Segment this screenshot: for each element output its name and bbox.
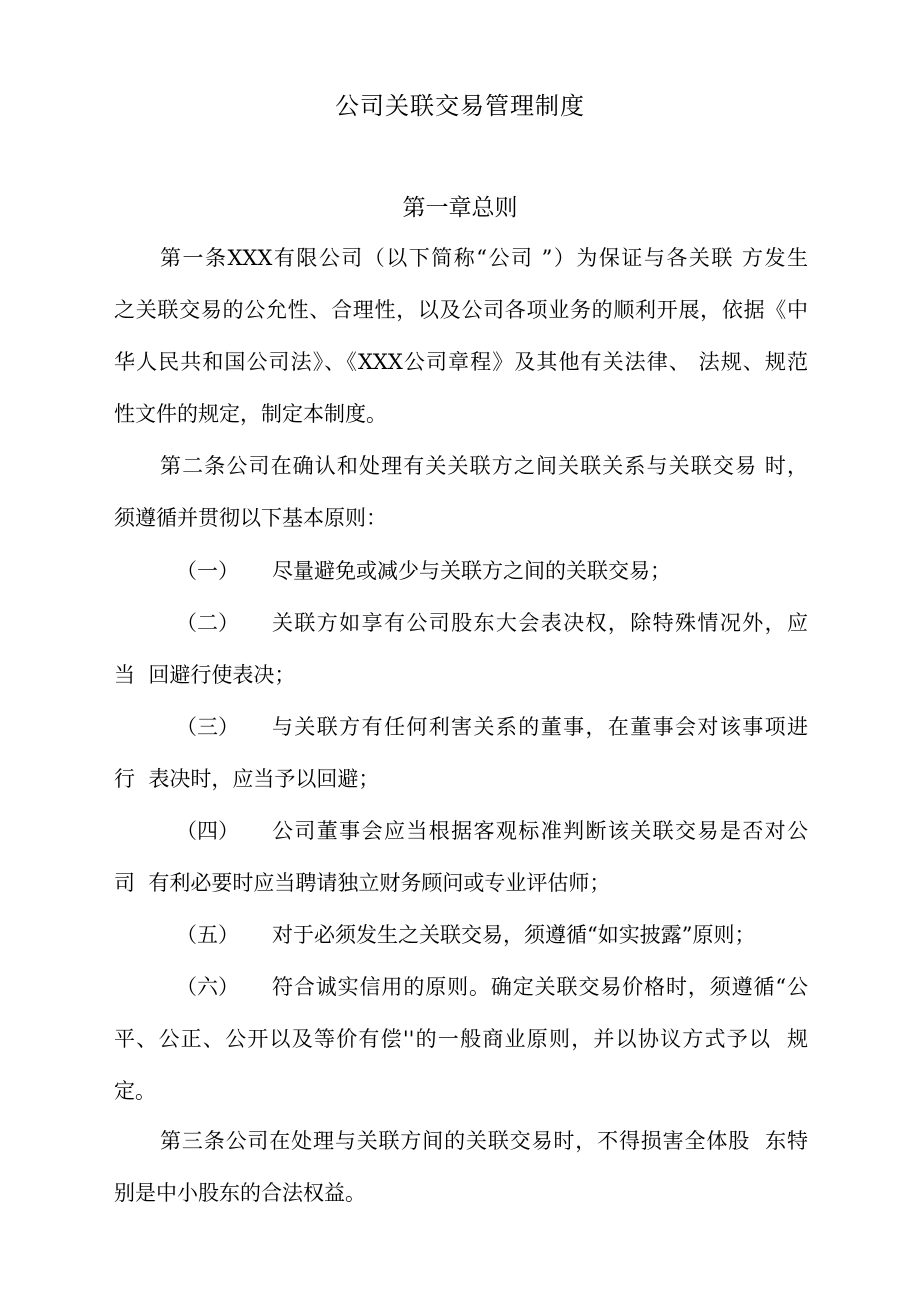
principles-list — [114, 545, 808, 1117]
principle-item — [114, 545, 808, 597]
principle-marker: （六） — [176, 975, 239, 999]
principle-item — [114, 701, 808, 805]
principle-text: 对于必须发生之关联交易，须遵循“如实披露”原则； — [272, 923, 756, 947]
principle-continuation: 行 表决时，应当予以回避； — [114, 767, 380, 791]
article-2-line: 须遵循并贯彻以下基本原则： — [114, 506, 387, 530]
principle-text: 关联方如享有公司股东大会表决权，除特殊情况外，应 — [272, 611, 808, 635]
principle-continuation: 平、公正、公开以及等价有偿''的一般商业原则，并以协议方式予以 规 — [114, 1027, 808, 1051]
principle-continuation: 司 有利必要时应当聘请独立财务顾问或专业评估师； — [114, 871, 611, 895]
article-1-line: 第一条XXX有限公司（以下简称“公司 ”）为保证与各关联 方发生 — [160, 246, 808, 270]
document-title: 公司关联交易管理制度 — [335, 92, 585, 120]
article-1-line: 之关联交易的公允性、合理性，以及公司各项业务的顺利开展，依据《中 — [114, 298, 808, 322]
principle-item — [114, 961, 808, 1117]
article-3-line: 第三条公司在处理与关联方间的关联交易时，不得损害全体股 东特 — [160, 1129, 808, 1153]
principle-item — [114, 909, 808, 961]
principle-marker: （三） — [176, 715, 239, 739]
principle-text: 尽量避免或减少与关联方之间的关联交易； — [272, 559, 671, 583]
principle-marker: （二） — [176, 611, 239, 635]
article-1-line: 性文件的规定，制定本制度。 — [114, 402, 387, 426]
principle-marker: （五） — [176, 923, 239, 947]
article-2 — [114, 440, 808, 544]
principle-text: 公司董事会应当根据客观标准判断该关联交易是否对公 — [272, 819, 808, 843]
article-3 — [114, 1115, 808, 1219]
principle-item — [114, 597, 808, 701]
article-1-line: 华人民共和国公司法》、《XXX公司章程》及其他有关法律、 法规、规范 — [114, 350, 808, 374]
principle-text: 与关联方有任何利害关系的董事，在董事会对该事项进 — [272, 715, 808, 739]
article-1 — [114, 232, 808, 440]
principle-marker: （四） — [176, 819, 239, 843]
principle-continuation: 定。 — [114, 1079, 156, 1103]
principle-item — [114, 805, 808, 909]
principle-text: 符合诚实信用的原则。确定关联交易价格时，须遵循“公 — [272, 975, 808, 999]
principle-continuation: 当 回避行使表决； — [114, 663, 296, 687]
article-2-line: 第二条公司在确认和处理有关关联方之间关联关系与关联交易 时， — [160, 454, 808, 478]
chapter-heading: 第一章总则 — [402, 195, 518, 221]
article-3-line: 别是中小股东的合法权益。 — [114, 1181, 366, 1205]
principle-marker: （一） — [176, 559, 239, 583]
